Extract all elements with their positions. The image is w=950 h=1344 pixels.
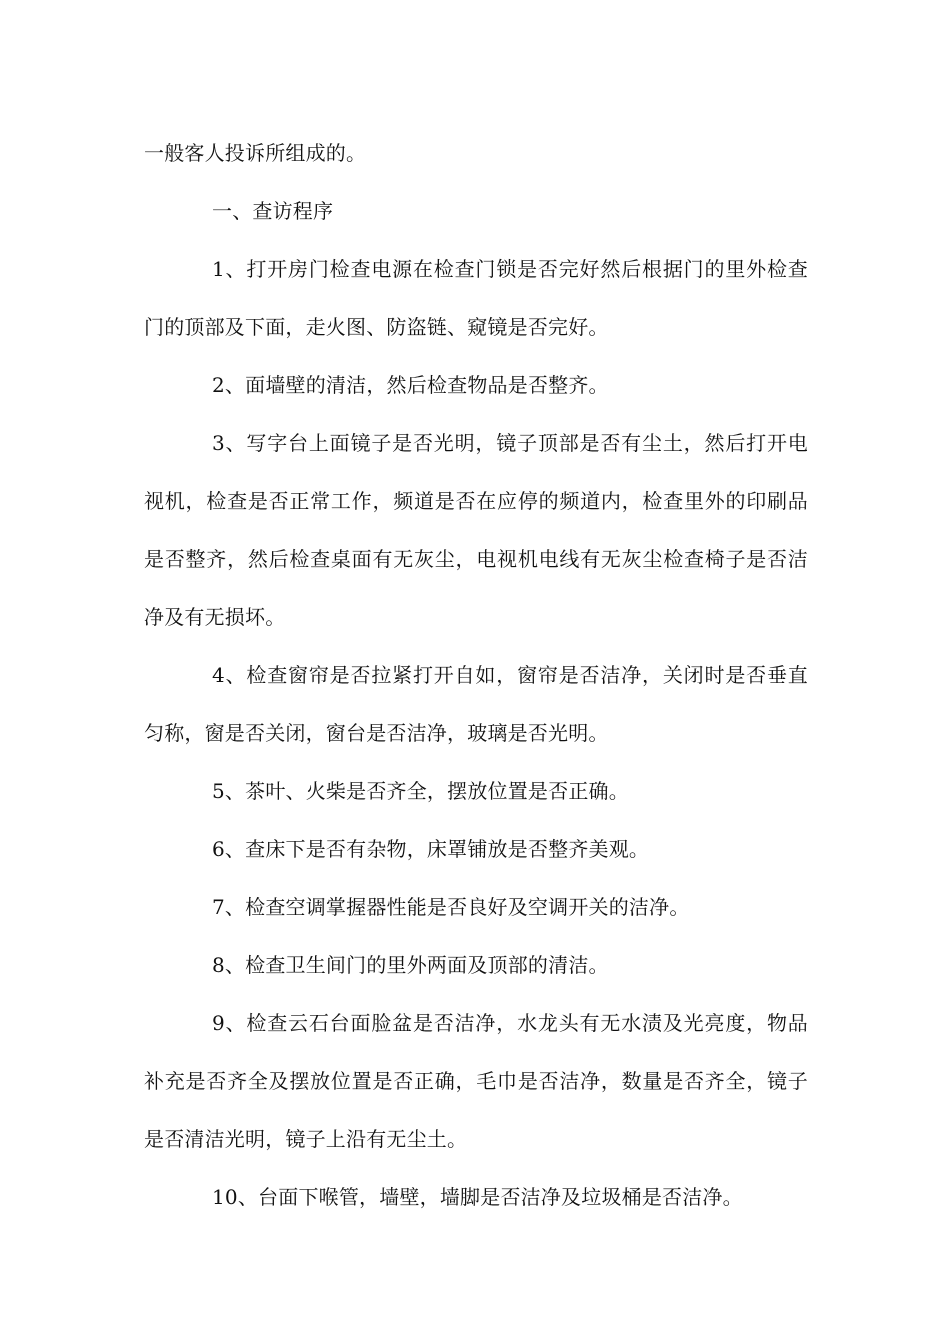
paragraph-item-6: 6、查床下是否有杂物，床罩铺放是否整齐美观。	[212, 837, 650, 861]
paragraph-continuation: 一般客人投诉所组成的。	[144, 141, 367, 165]
paragraph-item-1: 1、打开房门检查电源在检查门锁是否完好然后根据门的里外检查门的顶部及下面，走火图、防盗链、窥镜是否完好。	[144, 257, 808, 339]
paragraph-item-3: 3、写字台上面镜子是否光明，镜子顶部是否有尘土，然后打开电视机，检查是否正常工作，频道是否在应停的频道内，检查里外的印刷品是否整齐，然后检查桌面有无灰尘，电视机电线有无灰尘检查椅子是否洁净及有无损坏。	[144, 431, 808, 629]
paragraph-item-2: 2、面墙壁的清洁，然后检查物品是否整齐。	[212, 373, 609, 397]
paragraph-item-8: 8、检查卫生间门的里外两面及顶部的清洁。	[212, 953, 609, 977]
paragraph-item-7: 7、检查空调掌握器性能是否良好及空调开关的洁净。	[212, 895, 690, 919]
paragraph-item-4: 4、检查窗帘是否拉紧打开自如，窗帘是否洁净，关闭时是否垂直匀称，窗是否关闭，窗台是否洁净，玻璃是否光明。	[144, 663, 808, 745]
paragraph-item-9: 9、检查云石台面脸盆是否洁净，水龙头有无水渍及光亮度，物品补充是否齐全及摆放位置是否正确，毛巾是否洁净，数量是否齐全，镜子是否清洁光明，镜子上沿有无尘土。	[144, 1011, 808, 1151]
paragraph-item-5: 5、茶叶、火柴是否齐全，摆放位置是否正确。	[212, 779, 629, 803]
section-heading: 一、查访程序	[212, 199, 334, 223]
paragraph-item-10: 10、台面下喉管，墙壁，墙脚是否洁净及垃圾桶是否洁净。	[212, 1185, 743, 1209]
document-body	[144, 124, 808, 1226]
